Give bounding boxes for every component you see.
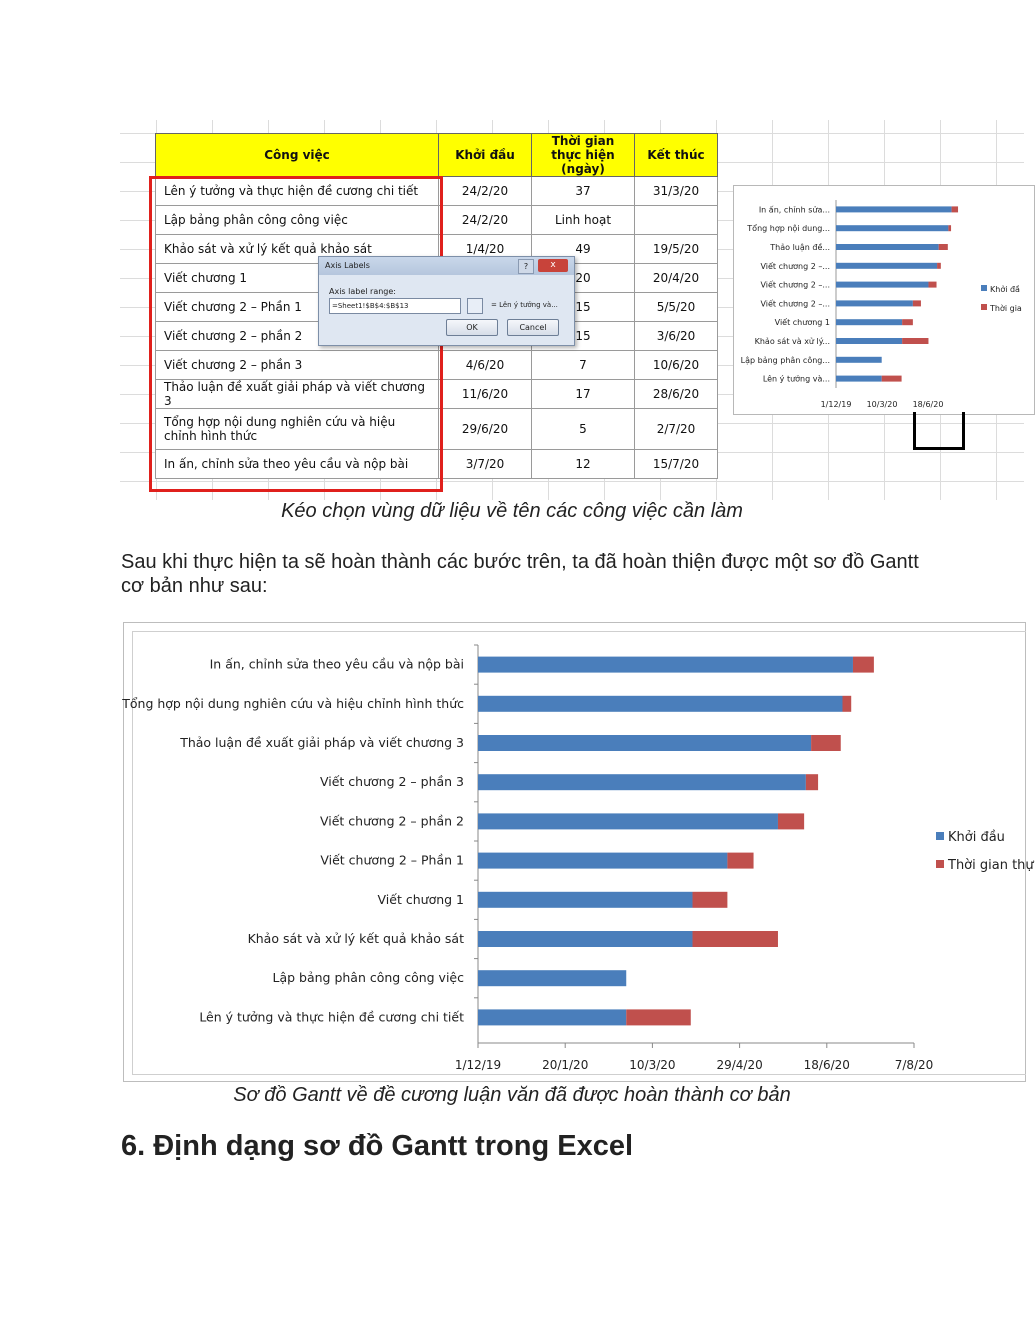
task-cell: Lập bảng phân công công việc: [156, 206, 439, 235]
small-start-bar: [836, 338, 902, 344]
category-label: Khảo sát và xử lý kết quả khảo sát: [247, 931, 464, 946]
category-label: Viết chương 2 – Phần 1: [320, 852, 464, 868]
start-cell: 24/2/20: [439, 206, 532, 235]
header-task: Công việc: [156, 134, 439, 177]
task-cell: Viết chương 1: [156, 264, 439, 293]
axis-label-range-input[interactable]: =Sheet1!$B$4:$B$13: [329, 298, 461, 314]
small-duration-bar: [882, 376, 902, 382]
range-picker-icon[interactable]: [467, 298, 483, 314]
days-cell: 5: [532, 409, 635, 450]
small-duration-bar: [928, 282, 936, 288]
duration-bar: [693, 931, 778, 947]
legend-swatch: [936, 832, 944, 840]
category-label: Lên ý tưởng và thực hiện đề cương chi tiết: [199, 1009, 464, 1025]
start-bar: [478, 696, 842, 712]
duration-bar: [853, 657, 874, 673]
task-cell: Lên ý tưởng và thực hiện đề cương chi tiết: [156, 177, 439, 206]
task-cell: Tổng hợp nội dung nghiên cứu và hiệu chỉnh hình thức: [156, 409, 439, 450]
small-start-bar: [836, 376, 882, 382]
task-cell: Viết chương 2 – phần 3: [156, 351, 439, 380]
small-category-label: Lên ý tưởng và...: [762, 374, 830, 384]
header-end: Kết thúc: [635, 134, 718, 177]
small-category-label: Viết chương 1: [774, 318, 830, 328]
legend-swatch: [936, 860, 944, 868]
axis-labels-dialog: [318, 256, 575, 346]
start-cell: 11/6/20: [439, 380, 532, 409]
category-label: In ấn, chỉnh sửa theo yêu cầu và nộp bài: [209, 656, 464, 672]
cancel-button[interactable]: Cancel: [507, 319, 559, 336]
small-legend-label: Thời gia: [990, 304, 1022, 313]
duration-bar: [693, 892, 728, 908]
start-bar: [478, 735, 811, 751]
dialog-title: Axis Labels: [319, 257, 574, 275]
start-bar: [478, 931, 693, 947]
x-tick-label: 20/1/20: [542, 1058, 589, 1072]
start-cell: 4/6/20: [439, 351, 532, 380]
paragraph: Sau khi thực hiện ta sẽ hoàn thành các bước trên, ta đã hoàn thiện được một sơ đồ Gantt cơ bản như sau:: [121, 551, 919, 597]
duration-bar: [626, 1009, 691, 1025]
end-cell: 2/7/20: [635, 409, 718, 450]
category-label: Thảo luận đề xuất giải pháp và viết chương 3: [180, 735, 464, 750]
days-cell: 20: [532, 264, 635, 293]
x-tick-label: 18/6/20: [803, 1058, 850, 1072]
small-start-bar: [836, 263, 937, 269]
end-cell: 19/5/20: [635, 235, 718, 264]
start-bar: [478, 774, 806, 790]
start-cell: 3/7/20: [439, 450, 532, 479]
task-cell: Thảo luận đề xuất giải pháp và viết chương 3: [156, 380, 439, 409]
end-cell: 15/7/20: [635, 450, 718, 479]
days-cell: 15: [532, 293, 635, 322]
axis-label-range-label: Axis label range:: [329, 287, 396, 296]
duration-bar: [806, 774, 818, 790]
small-category-label: Tổng hợp nội dung...: [747, 224, 830, 234]
duration-bar: [842, 696, 851, 712]
header-days: Thời gian thực hiện (ngày): [532, 134, 635, 177]
end-cell: 10/6/20: [635, 351, 718, 380]
cell-outline: [913, 412, 965, 450]
duration-bar: [778, 813, 804, 829]
small-category-label: Khảo sát và xử lý...: [754, 337, 830, 346]
small-category-label: Viết chương 2 –...: [760, 299, 830, 309]
close-icon[interactable]: x: [538, 259, 568, 272]
legend-label: Thời gian thự: [948, 858, 1034, 873]
category-label: Viết chương 2 – phần 2: [319, 813, 464, 829]
days-cell: 17: [532, 380, 635, 409]
small-legend-label: Khởi đầ: [990, 285, 1020, 294]
category-label: Viết chương 2 – phần 3: [319, 774, 464, 790]
small-start-bar: [836, 244, 939, 250]
small-gantt-chart: [733, 185, 1035, 415]
gantt-chart: [122, 622, 1034, 1082]
end-cell: 20/4/20: [635, 264, 718, 293]
small-start-bar: [836, 225, 948, 231]
x-tick-label: 7/8/20: [894, 1058, 934, 1072]
small-start-bar: [836, 282, 928, 288]
small-start-bar: [836, 357, 882, 363]
category-label: Lập bảng phân công công việc: [272, 970, 464, 986]
help-icon[interactable]: ?: [518, 259, 534, 274]
small-legend-swatch: [981, 285, 987, 291]
days-cell: 12: [532, 450, 635, 479]
small-category-label: Thảo luận đề...: [770, 243, 830, 252]
small-duration-bar: [948, 225, 951, 231]
start-bar: [478, 970, 626, 986]
small-category-label: Viết chương 2 –...: [760, 280, 830, 290]
small-x-tick-label: 10/3/20: [866, 400, 898, 409]
end-cell: 5/5/20: [635, 293, 718, 322]
small-x-tick-label: 1/12/19: [820, 400, 852, 409]
days-cell: 37: [532, 177, 635, 206]
small-x-tick-label: 18/6/20: [912, 400, 944, 409]
header-start: Khởi đầu: [439, 134, 532, 177]
small-start-bar: [836, 206, 952, 212]
category-label: Viết chương 1: [377, 891, 464, 907]
x-tick-label: 29/4/20: [716, 1058, 763, 1072]
gantt-chart-svg: [122, 623, 1034, 1081]
small-duration-bar: [952, 206, 958, 212]
small-chart-svg: [734, 186, 1034, 414]
days-cell: 49: [532, 235, 635, 264]
legend-label: Khởi đầu: [948, 830, 1005, 845]
range-preview: = Lên ý tưởng và...: [491, 301, 558, 309]
small-category-label: Viết chương 2 –...: [760, 261, 830, 271]
caption-1: Kéo chọn vùng dữ liệu về tên các công việc cần làm: [281, 500, 743, 522]
task-cell: Viết chương 2 – phần 2: [156, 322, 439, 351]
start-bar: [478, 1009, 626, 1025]
ok-button[interactable]: OK: [446, 319, 498, 336]
task-cell: Khảo sát và xử lý kết quả khảo sát: [156, 235, 439, 264]
small-duration-bar: [902, 319, 913, 325]
small-legend-swatch: [981, 304, 987, 310]
duration-bar: [727, 853, 753, 869]
start-bar: [478, 657, 853, 673]
section-heading: 6. Định dạng sơ đồ Gantt trong Excel: [121, 1130, 634, 1162]
end-cell: 31/3/20: [635, 177, 718, 206]
start-cell: 24/2/20: [439, 177, 532, 206]
small-category-label: In ấn, chỉnh sửa...: [758, 205, 830, 215]
days-cell: 15: [532, 322, 635, 351]
small-start-bar: [836, 319, 902, 325]
task-cell: Viết chương 2 – Phần 1: [156, 293, 439, 322]
days-cell: 7: [532, 351, 635, 380]
small-duration-bar: [939, 244, 948, 250]
x-tick-label: 1/12/19: [454, 1058, 502, 1072]
caption-2: Sơ đồ Gantt về đề cương luận văn đã được hoàn thành cơ bản: [233, 1084, 791, 1106]
task-cell: In ấn, chỉnh sửa theo yêu cầu và nộp bài: [156, 450, 439, 479]
small-start-bar: [836, 300, 913, 306]
small-duration-bar: [913, 300, 921, 306]
start-bar: [478, 853, 727, 869]
start-bar: [478, 813, 778, 829]
x-tick-label: 10/3/20: [629, 1058, 676, 1072]
small-duration-bar: [902, 338, 928, 344]
end-cell: 28/6/20: [635, 380, 718, 409]
start-bar: [478, 892, 693, 908]
category-label: Tổng hợp nội dung nghiên cứu và hiệu chỉnh hình thức: [122, 695, 464, 711]
small-category-label: Lập bảng phân công...: [740, 355, 830, 365]
duration-bar: [811, 735, 841, 751]
days-cell: Linh hoạt: [532, 206, 635, 235]
small-duration-bar: [937, 263, 941, 269]
start-cell: 29/6/20: [439, 409, 532, 450]
start-cell: 1/4/20: [439, 235, 532, 264]
end-cell: 3/6/20: [635, 322, 718, 351]
end-cell: [635, 206, 718, 235]
